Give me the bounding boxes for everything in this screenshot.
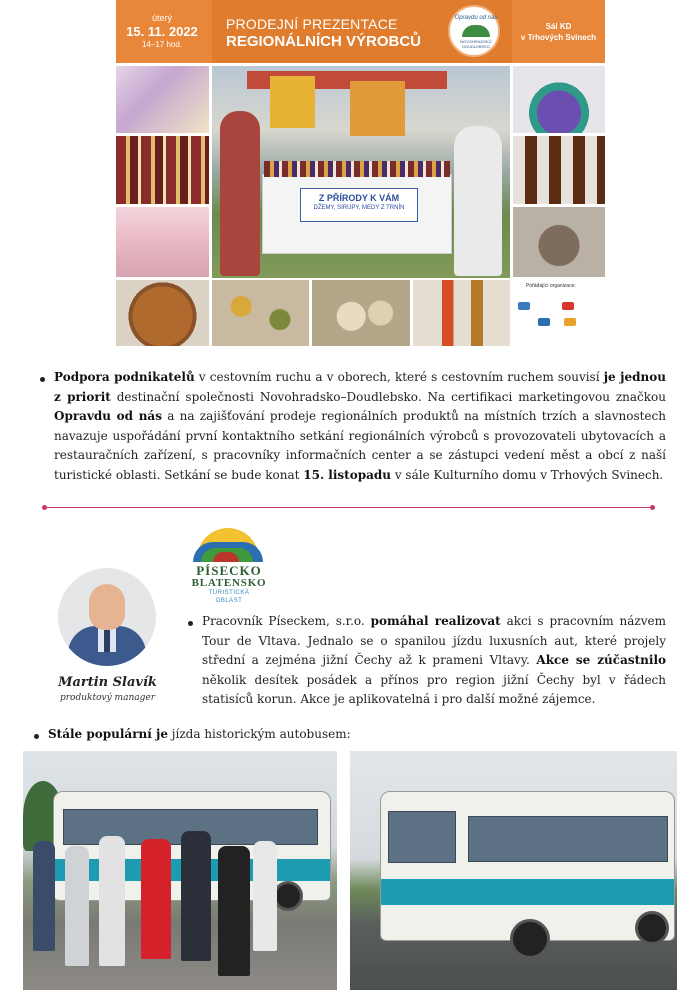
poster-date-block (116, 0, 208, 63)
poster-venue-block (512, 0, 605, 63)
person-figure (218, 846, 250, 976)
opravdu-od-nas-badge (448, 5, 500, 57)
logo-text-4: OBLAST (215, 598, 243, 604)
photo-market-stall (212, 66, 510, 278)
pisecko-blatensko-logo (183, 524, 275, 608)
stall-banner-line1: Z PŘÍRODY K VÁM (318, 193, 400, 203)
bullet-icon (188, 621, 193, 626)
stall-drape-orange (350, 81, 405, 136)
tour-de-vltava-paragraph (202, 612, 666, 710)
bus-windows (468, 816, 668, 862)
tour-text-1: Pracovník Píseckem, s.r.o. (202, 614, 371, 628)
bus-popular: Stále populární (48, 727, 152, 741)
tour-helped: pomáhal realizovat (370, 614, 501, 628)
organizer-logo-jccr (564, 318, 576, 326)
photo-spices (212, 280, 309, 346)
avatar (58, 568, 156, 666)
bus-wheel (510, 919, 550, 959)
organizer-logo-mas (562, 302, 574, 310)
divider-dot-left (42, 505, 47, 510)
support-text-1: v cestovním ruchu a v oborech, které s cestovním ruchem souvisí (194, 370, 604, 384)
poster-venue-line2: v Trhových Svinech (520, 33, 597, 42)
bus-paragraph (48, 727, 351, 741)
photo-jams (116, 136, 209, 204)
bus-stripe (381, 879, 674, 905)
photo-sauces (413, 280, 510, 346)
person-figure (253, 841, 277, 951)
support-priority: je jednou z priorit (54, 370, 666, 404)
badge-hill-icon (462, 25, 490, 37)
support-brand: Opravdu od nás (54, 409, 162, 424)
bus-je: je (151, 727, 168, 741)
organizer-logo-jihocesky-kraj (538, 318, 550, 326)
logo-text-2: BLATENSKO (191, 577, 267, 589)
tour-participated: Akce se zúčastnilo (536, 653, 667, 667)
photo-historic-bus (350, 751, 677, 990)
poster-day: úterý (151, 13, 172, 23)
section-divider (44, 507, 652, 508)
person-figure (33, 841, 55, 951)
photo-historic-bus-crowd (23, 751, 337, 990)
person-role: produktový manager (59, 693, 155, 703)
divider-dot-right (650, 505, 655, 510)
photo-beer (513, 136, 605, 204)
poster-venue-line1: Sál KD (545, 22, 572, 31)
person-figure (141, 839, 171, 959)
organizer-logo-novohradsko (518, 302, 530, 310)
support-text-2: destinační společnosti Novohradsko–Doudlebsko. Na certifikaci marketingovou značkou (110, 389, 666, 404)
vendor-woman-left (220, 111, 260, 276)
vendor-woman-right (454, 126, 502, 276)
support-heading: Podpora podnikatelů (54, 370, 195, 384)
stall-banner-line2: DŽEMY, SIRUPY, MEDY Z TRNÍN (313, 205, 405, 211)
support-paragraph (38, 368, 666, 486)
stall-banner (300, 188, 418, 222)
stall-drape-yellow (270, 76, 315, 128)
badge-text-top: Opravdu od nás (454, 15, 498, 21)
support-text-3: a na zajišťování prodeje regionálních produktů na místních trzích a slavnostech navazuje uspořádání první kontaktního setkání regionálních výrobců s provozovateli ubytovacích a restauračních zařízení, s pracovníky informačních center a se zástupci vedení měst a obcí z naší turistické oblasti. Setkání se bude konat (54, 409, 666, 482)
poster-hours: 14–17 hod. (141, 40, 183, 49)
bus-text: jízda historickým autobusem: (167, 727, 351, 741)
bus-wheel (635, 911, 669, 945)
tour-text-2: akci s pracovním názvem Tour de Vltava. Jednalo se o spanilou jízdu luxusních aut, které projely střední a zejména jižní Čechy až k prameni Vltavy. (202, 614, 667, 667)
tour-text-3: několik desítek posádek a přínos pro region jižní Čechy byl v řádech statisíců korun. Akce je aplikovatelná i pro další možné zájemce. (202, 672, 666, 706)
poster-header (116, 0, 605, 63)
support-date: 15. listopadu (303, 467, 392, 482)
avatar-tie (104, 630, 110, 652)
bus-windshield (388, 811, 456, 863)
event-poster (116, 0, 605, 346)
person-figure (99, 836, 125, 966)
poster-title-line1: PRODEJNÍ PREZENTACE (226, 16, 398, 32)
person-name: Martin Slavík (58, 675, 157, 690)
photo-bread (116, 280, 209, 346)
organizers-label: Pořádající organizace: (526, 283, 576, 289)
support-text-4: v sále Kulturního domu v Trhových Svinech. (391, 467, 664, 482)
bullet-icon (34, 734, 39, 739)
badge-text-bottom: NOVOHRADSKO DOUDLEBSKO (460, 39, 492, 49)
poster-title-line2: REGIONÁLNÍCH VÝROBCŮ (226, 33, 422, 50)
logo-text-1: PÍSECKO (196, 563, 262, 578)
photo-textiles (116, 66, 209, 133)
photo-pottery (513, 207, 605, 277)
photo-necklace (513, 66, 605, 133)
avatar-head (89, 584, 125, 630)
poster-date: 15. 11. 2022 (126, 24, 198, 39)
poster-title-block (212, 0, 512, 63)
bus-wheel (273, 881, 303, 911)
person-figure (65, 846, 89, 966)
logo-hill-red (213, 552, 239, 562)
organizers-block (512, 278, 605, 346)
stall-jars (264, 161, 450, 177)
photo-soaps (116, 207, 209, 277)
person-figure (181, 831, 211, 961)
photo-ceramics (312, 280, 410, 346)
logo-text-3: TURISTICKÁ (208, 590, 250, 596)
